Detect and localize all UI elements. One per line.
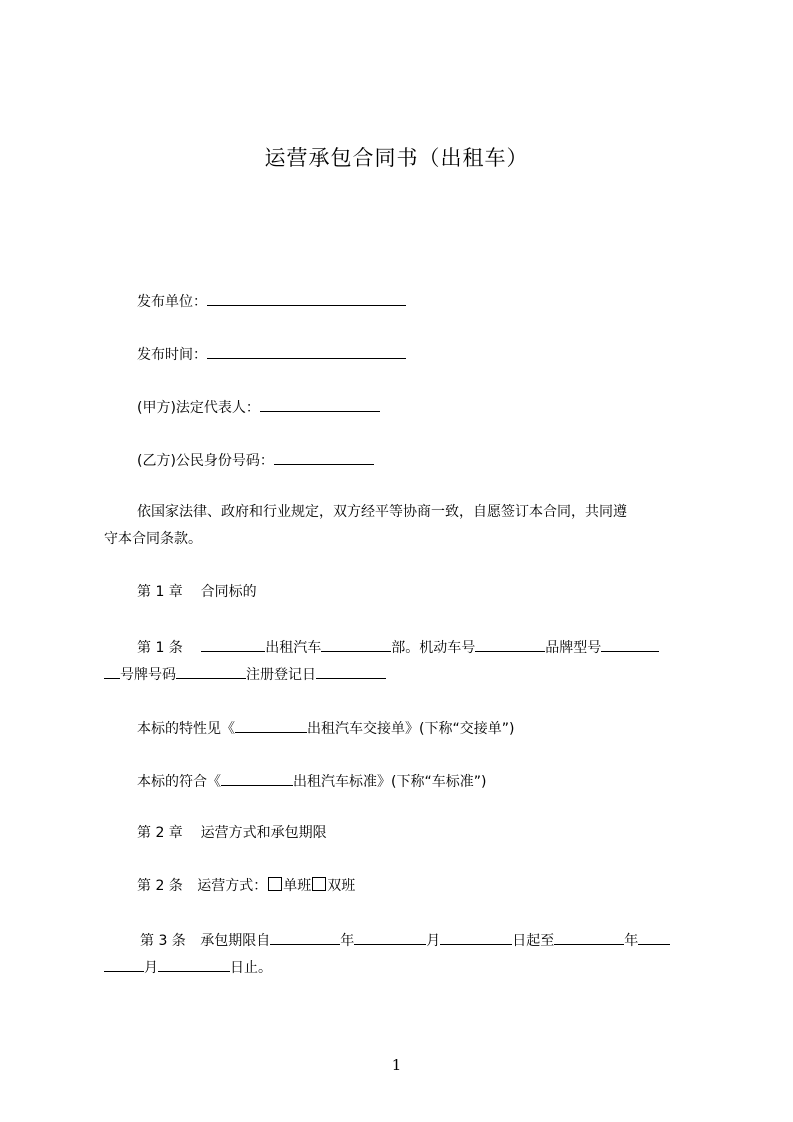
publisher-blank[interactable] xyxy=(207,290,406,306)
features-blank[interactable] xyxy=(235,717,307,733)
party-b-label: (乙方)公民身份号码： xyxy=(137,453,274,469)
article-1-text: 部。机动车号 xyxy=(391,640,476,656)
vehicle-type-blank[interactable] xyxy=(201,636,265,652)
year-text: 年 xyxy=(624,933,639,949)
features-text: 出租汽车交接单》(下称“交接单”) xyxy=(307,721,515,737)
single-shift-label: 单班 xyxy=(283,878,312,894)
publish-time-blank[interactable] xyxy=(207,343,406,359)
party-a-blank[interactable] xyxy=(260,396,380,412)
start-year-blank[interactable] xyxy=(270,929,340,945)
month-text: 月 xyxy=(426,933,441,949)
standard-blank[interactable] xyxy=(221,770,293,786)
article-3-line-1 xyxy=(140,929,670,951)
plate-number-blank[interactable] xyxy=(176,663,246,679)
double-shift-label: 双班 xyxy=(327,878,356,894)
standard-text: 出租汽车标准》(下称“车标准”) xyxy=(293,774,487,790)
article-3-line-2 xyxy=(104,956,272,978)
article-3-label: 第 3 条 xyxy=(140,933,186,949)
end-month-blank[interactable] xyxy=(638,929,670,945)
single-shift-checkbox[interactable] xyxy=(268,877,282,891)
party-a-label: (甲方)法定代表人： xyxy=(137,400,260,416)
document-title: 运营承包合同书（出租车） xyxy=(264,146,529,170)
start-day-blank[interactable] xyxy=(440,929,512,945)
article-1-label: 第 1 条 xyxy=(137,640,183,656)
chapter-1-heading: 第 1 章 合同标的 xyxy=(137,584,257,600)
end-day-blank[interactable] xyxy=(158,956,230,972)
chapter-2-heading: 第 2 章 运营方式和承包期限 xyxy=(137,825,327,841)
publish-time-line xyxy=(137,343,406,365)
term-start-label: 承包期限自 xyxy=(200,933,271,949)
article-1-text: 号牌号码 xyxy=(120,667,176,683)
standard-text: 本标的符合《 xyxy=(137,774,221,790)
article-2-label: 第 2 条 xyxy=(137,878,183,894)
registration-date-blank[interactable] xyxy=(316,663,386,679)
day-text: 日止。 xyxy=(230,960,272,976)
page-number: 1 xyxy=(391,1056,402,1074)
publisher-label: 发布单位： xyxy=(137,294,207,310)
publisher-line xyxy=(137,290,406,312)
year-text: 年 xyxy=(340,933,355,949)
standard-line xyxy=(137,770,486,792)
operation-mode-label: 运营方式： xyxy=(197,878,268,894)
article-1-text: 注册登记日 xyxy=(246,667,316,683)
brand-model-blank-cont[interactable] xyxy=(104,663,120,679)
start-month-blank[interactable] xyxy=(354,929,426,945)
day-text: 日起至 xyxy=(512,933,555,949)
party-b-line xyxy=(137,449,374,471)
preamble-line-1: 依国家法律、政府和行业规定，双方经平等协商一致，自愿签订本合同，共同遵 xyxy=(137,504,627,520)
features-line xyxy=(137,717,514,739)
month-text: 月 xyxy=(144,960,158,976)
party-a-line xyxy=(137,396,380,418)
preamble-line-2: 守本合同条款。 xyxy=(104,531,202,547)
double-shift-checkbox[interactable] xyxy=(312,877,326,891)
article-1-text: 出租汽车 xyxy=(265,640,322,656)
end-month-blank-cont[interactable] xyxy=(104,956,144,972)
vehicle-count-blank[interactable] xyxy=(321,636,391,652)
article-1-line-2 xyxy=(104,663,386,685)
article-1-line-1 xyxy=(137,636,659,658)
article-1-text: 品牌型号 xyxy=(545,640,602,656)
vehicle-number-blank[interactable] xyxy=(475,636,545,652)
party-b-blank[interactable] xyxy=(274,449,374,465)
features-text: 本标的特性见《 xyxy=(137,721,235,737)
end-year-blank[interactable] xyxy=(554,929,624,945)
brand-model-blank[interactable] xyxy=(601,636,659,652)
publish-time-label: 发布时间： xyxy=(137,347,207,363)
article-2-line xyxy=(137,876,355,896)
